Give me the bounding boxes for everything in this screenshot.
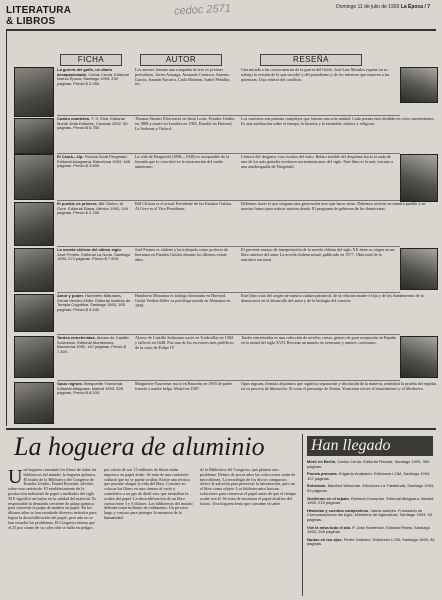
- ficha-cell: [57, 294, 131, 312]
- list-item: [307, 538, 435, 547]
- item-title: Poesía precaria.: [307, 471, 338, 477]
- list-item: [307, 460, 435, 469]
- section-header: [6, 4, 436, 30]
- header-page: / 7: [424, 4, 430, 10]
- ficha-cell: [57, 68, 131, 86]
- ficha-title: El Crack—Up.: [57, 155, 84, 159]
- item-details: P. José Kentenich. Editorial Patris, Santiago 1993, 208 páginas.: [307, 524, 430, 535]
- autor-cell: Humberto Maturana es biólogo doctorado en Harvard. Gerda Verden-Zöller es psicóloga nacida en Alemania en 1938.: [135, 294, 231, 308]
- book-cover-1: [14, 67, 54, 117]
- book-cover-4: [14, 202, 54, 246]
- row-divider: [57, 153, 400, 154]
- ficha-details: T. S. Eliot. Editorial Monte Ávila Editores, Caracas 1992, 90 páginas. Precio $ 5.750.: [57, 117, 128, 131]
- row-divider: [57, 115, 400, 116]
- item-title: Entreacto.: [307, 483, 327, 489]
- review-row: [57, 68, 442, 114]
- book-cover-8: [14, 382, 54, 424]
- item-details: Richmal Crompton. Editorial Alfaguara, Madrid 1993, 215 páginas.: [307, 495, 434, 506]
- resena-cell: Los cuartetos son poemas complejos que forman una sola unidad. Cada poema está dividido en cinco movimientos. Es una meditación sobre el tiempo, la historia y la eternidad, mística y religiosa.: [241, 117, 435, 126]
- ficha-title: El pueblo es primero.: [57, 202, 98, 206]
- list-item: [307, 472, 435, 481]
- item-details: Edgardo Anabalón. Ediciones LOM, Santiago 1993, 107 páginas.: [307, 471, 431, 481]
- ficha-details: Marguerite Yourcenar. Editorial Alfaguara, Madrid 1993, 328 páginas. Precio $ 8.200.: [57, 382, 124, 396]
- item-title: Guillermo en el tejado.: [307, 495, 350, 501]
- column-head-ficha: FICHA: [60, 54, 122, 66]
- new-arrivals-list: [307, 460, 435, 550]
- item-details: Pedro Galeano. Ediciones LOM, Santiago 1993, 84 páginas.: [307, 536, 435, 547]
- item-title: Morir en Berlín,: [307, 459, 337, 464]
- autor-cell: Marguerite Yourcenar nació en Bruselas en 1903 de padre francés y madre belga. Murió en 1987.: [135, 382, 233, 391]
- section-subtitle: & LIBROS: [6, 16, 56, 27]
- article-col1-text: na hoguera consumió los libros de todas las bibliotecas del mundo: la hoguera química. El titular de la Biblioteca del Congreso de Estados Unidos, Daniel Boorstin, advirtió sobre esta catástrofe. El establecimiento de la producción industrial de papel a mediados del siglo XIX significó un bajón en la calidad del material. Es responsable la demanda creciente de pulpa química para convertir la pulpa de madera en papel. En los últimos años se han estudiado diversos métodos para lograr la desacidificación del papel, pero aún no se han resuelto los problemas. El Congreso estima que el 25 por ciento de su colección se halla en peligro.: [8, 468, 97, 530]
- ficha-cell: [57, 117, 131, 131]
- resena-cell: El presente ensayo de interpretación de la novela chilena del siglo XX tiene su origen en un libro anterior del autor La novela chilena actual, publicado en 1977. Obra total de la narrativa nacional.: [241, 248, 395, 262]
- row-divider: [57, 292, 400, 293]
- ficha-title: Opus nigrum.: [57, 382, 83, 386]
- ficha-details: José Promis. Editorial La Noria, Santiago 1993, 273 páginas. Precio $ 7.900.: [57, 251, 130, 262]
- ficha-details: Carlos Cerda. Editorial Nueva Época, Santiago 1993, 230 páginas. Precio $ 2.950.: [57, 71, 129, 86]
- book-cover-5: [14, 248, 54, 292]
- item-title: Nudos en los ojos.: [307, 536, 343, 542]
- article-title: La hoguera de aluminio: [14, 432, 265, 461]
- list-item: [307, 497, 435, 506]
- ficha-cell: [57, 336, 131, 354]
- review-row: [57, 202, 442, 246]
- header-date-line: [336, 5, 430, 10]
- article: [8, 434, 298, 596]
- book-cover-7: [14, 336, 54, 378]
- column-head-resena: RESEÑA: [260, 54, 362, 66]
- resena-cell: Crónica del desgarro: con escritos del éxito. Relato terrible del desplome hacia la nada de uno de los más grandes escritores norteamericanos del siglo. Este libro es la más cercano a una autobiografía de Fitzgerald.: [241, 155, 393, 169]
- ficha-cell: [57, 202, 131, 216]
- autor-cell: José Promis es chileno y ha trabajado como profesor de literatura en Estados Unidos durante los últimos veinte años.: [135, 248, 229, 262]
- ficha-title: Tardes entretenidas.: [57, 336, 96, 340]
- autor-cell: Thomas Stearns Eliot nació en Saint Louis, Estados Unidos en 1888 y murió en Londres en 1965. Estudió en Harvard, La Sorbona y Oxford.: [135, 117, 235, 131]
- ficha-title: Cuatro cuartetos.: [57, 117, 91, 121]
- resena-cell: Tardes entretenidas es una colección de novelas cortas, género de gran aceptación en España en la mitad del siglo XVII. Recrean un mundo de aventuras y amores cortesanos.: [241, 336, 397, 345]
- section-divider: [6, 428, 436, 430]
- autor-cell: La vida de Fitzgerald (1896—1940) es inseparable de la leyenda que lo convirtió en la encarnación del sueño americano.: [135, 155, 230, 169]
- ficha-details: Bill Clinton, Al Gore. Editorial Diana, México 1993, 249 páginas. Precio $ 2.150.: [57, 202, 128, 216]
- review-row: [57, 294, 442, 334]
- autor-cell: Los autores forman una compañía de tres ex jóvenes periodistas. Javier Arzuaga, Armando Carrasco, Antonio García, Jonatán Navarro, Carla Matteini, Isabel Peñaflor, etc.: [135, 68, 231, 87]
- item-details: Carlos Cerda. Editorial Planeta, Santiago 1993, 350 páginas.: [307, 459, 430, 469]
- header-paper: La Época: [400, 4, 424, 10]
- autor-cell: Bill Clinton es el actual Presidente de los Estados Unidos. Al Gore es el Vice Presidente.: [135, 202, 233, 211]
- autor-cell: Alonso de Castillo Solórzano nació en Tordesillas en 1584 y falleció en 1648. Fue uno de los escritores más prolíficos de la corte de Felipe IV.: [135, 336, 234, 350]
- item-details: Varios autores. Fundación de Comunicaciones del Agro, Ministerio de Agricultura, Santiago 1993, 93 páginas.: [307, 507, 432, 522]
- review-row: [57, 336, 442, 380]
- item-title: Viví la misa todo el día.: [307, 524, 351, 530]
- row-divider: [57, 380, 400, 381]
- archive-stamp: cedoc 2571: [173, 2, 232, 18]
- resena-cell: Debemos hacer lo que ninguna otra generación tuvo que hacer antes. Debemos invertir en nuestro pueblo y en nuestro futuro para reducir nuestra deuda. El programa de gobierno de los demócratas.: [241, 202, 426, 211]
- header-date: Domingo 11 de julio de 1993: [336, 4, 400, 10]
- row-divider: [57, 200, 400, 201]
- resena-cell: Una mirada a las consecuencias de la guerra del Golfo. José Luis Morales expone en su trabajo la versión de lo que sucedió y del periodismo y de los intereses que mueven a las potencias. Una crónica del conflicto.: [241, 68, 390, 82]
- list-item: [307, 526, 435, 535]
- book-cover-2: [14, 118, 54, 154]
- review-row: [57, 382, 442, 424]
- review-row: [57, 117, 442, 153]
- resena-cell: Este libro trata del origen de nuestra cultura patriarcal, de la relación madre e hijo y de los fundamentos de la democracia en el desarrollo del amor y de la biología del conocer.: [241, 294, 424, 303]
- article-column-3: de la Biblioteca del Congreso, que plantea otro problema. Dentro de pocos años las colecciones serán de microfilmes. La tecnología de los discos compactos ofrece la solución para preservar la información, pero no el libro como objeto. Los bibliotecarios buscan soluciones para conservar el papel antes de que el tiempo acabe con él. Se trata de encontrar el papel alcalino del futuro. Una hoguera lenta que consume el saber.: [200, 468, 296, 506]
- row-divider: [57, 334, 400, 335]
- list-item: [307, 484, 435, 493]
- review-row: [57, 155, 442, 199]
- header-divider: [6, 29, 436, 31]
- item-title: Historias y cuentos campesinos.: [307, 507, 370, 513]
- article-dropcap: U: [8, 468, 23, 488]
- section-title: LITERATURA: [6, 5, 72, 16]
- ficha-title: La guerra del golfo, un diario desapasionado.: [57, 68, 113, 77]
- ficha-cell: [57, 155, 131, 169]
- ficha-title: La novela chilena del último siglo.: [57, 248, 122, 252]
- new-arrivals-title: Han llegado: [307, 436, 433, 456]
- article-column-2: por ciento de sus 13 millones de libros están impresos en papel ácido. Se trata de una catástrofe cultural que no se puede ocultar. Existe una técnica que permite alargar la vida del libro. Consiste en colocar los libros en una cámara al vacío y someterlos a un gas de dietil zinc que neutraliza la acidez del papel. La desacidificación de un libro cuesta entre 3 y 5 dólares. Las bibliotecas del mundo deberán tratar millones de volúmenes. Un proceso largo y costoso para proteger la memoria de la humanidad.: [104, 468, 193, 520]
- column-head-autor: AUTOR: [140, 54, 222, 66]
- ficha-cell: [57, 382, 131, 396]
- article-column-1: [8, 468, 98, 596]
- book-cover-6: [14, 294, 54, 332]
- item-details: Manfred Wiesman. Ediciones La Trastienda, Santiago 1993, 63 páginas.: [307, 483, 435, 493]
- list-item: [307, 509, 435, 523]
- ficha-title: Amor y poder.: [57, 294, 84, 298]
- new-arrivals-box: [302, 434, 437, 596]
- resena-cell: Opus nigrum, fórmula alquímica que significa separación y disolución de la materia, simboliza la prueba del espíritu en su proceso de liberación. Al crear el personaje de Zenón, Yourcenar revive el renacimiento y el Medioevo.: [241, 382, 437, 391]
- ficha-cell: [57, 248, 131, 262]
- review-row: [57, 248, 442, 292]
- ficha-details: Humberto Maturana, Gerda Verden-Zöller. Editorial Instituto de Terapia Cognitiva, Santiago 1993, 165 páginas. Precio $ 4.540.: [57, 294, 131, 312]
- row-divider: [57, 246, 400, 247]
- left-rule: [6, 31, 7, 426]
- book-cover-3: [14, 154, 54, 200]
- ficha-details: Francis Scott Fitzgerald. Editorial Anagrama, Barcelona 1993, 168 páginas. Precio $ 3.800.: [57, 155, 130, 169]
- ficha-details: Alonso de Castillo Solórzano. Editorial Montesinos, Barcelona 1992, 167 páginas. Precio $ 7.400.: [57, 336, 129, 354]
